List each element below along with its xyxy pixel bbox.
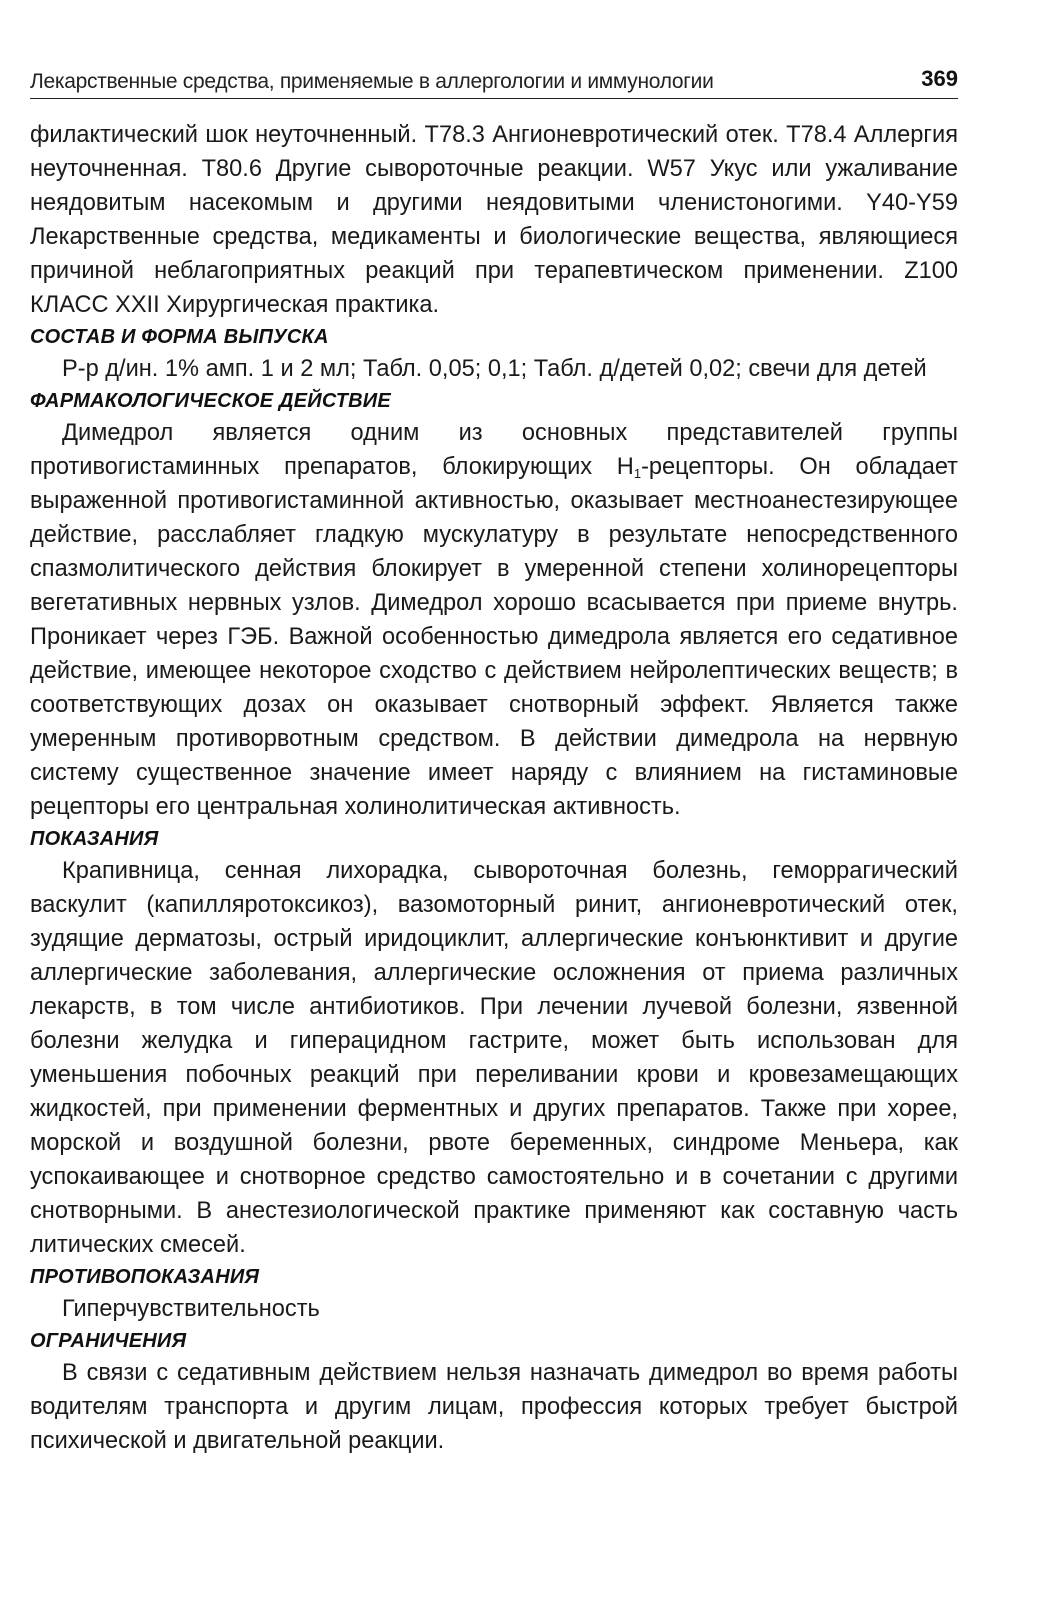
contraindications-heading: ПРОТИВОПОКАЗАНИЯ <box>30 1266 260 1288</box>
page-number: 369 <box>921 66 958 91</box>
intro-paragraph: филактический шок неуточненный. T78.3 Ангионевротический отек. T78.4 Аллергия неуточненная. T80.6 Другие сывороточные реакции. W57 Укус или ужаливание неядовитым насекомым и другими неядовитыми членистоногими. Y40-Y59 Лекарственные средства, медикаменты и биологические вещества, являющиеся причиной неблагоприятных реакций при терапевтическом применении. Z100 КЛАСС XXII Хирургическая практика. <box>30 122 958 318</box>
pharmacology-text-end: -рецепторы. Он обладает выраженной противогистаминной активностью, оказывает местноанестезирующее действие, расслабляет гладкую мускулатуру в результате непосредственного спазмолитического действия блокирует в умеренной степени холинорецепторы вегетативных нервных узлов. Димедрол хорошо всасывается при приеме внутрь. Проникает через ГЭБ. Важной особенностью димедрола является его седативное действие, имеющее некоторое сходство с действием нейролептических веществ; в соответствующих дозах он оказывает снотворный эффект. Является также умеренным противорвотным средством. В действии димедрола на нервную систему существенное значение имеет наряду с влиянием на гистаминовые рецепторы его центральная холинолитическая активность. <box>30 454 958 820</box>
contraindications-paragraph: Гиперчувствительность <box>62 1296 320 1322</box>
composition-paragraph: Р-р д/ин. 1% амп. 1 и 2 мл; Табл. 0,05; 0,1; Табл. д/детей 0,02; свечи для детей <box>62 356 927 382</box>
h1-subscript: 1 <box>633 466 642 481</box>
restrictions-heading: ОГРАНИЧЕНИЯ <box>30 1330 187 1352</box>
running-header <box>30 58 958 99</box>
indications-paragraph: Крапивница, сенная лихорадка, сывороточная болезнь, геморрагический васкулит (капилляротоксикоз), вазомоторный ринит, ангионевротический отек, зудящие дерматозы, острый иридоциклит, аллергические конъюнктивит и другие аллергические заболевания, аллергические осложнения от приема различных лекарств, в том числе антибиотиков. При лечении лучевой болезни, язвенной болезни желудка и гиперацидном гастрите, может быть использован для уменьшения побочных реакций при переливании крови и кровезамещающих жидкостей, при применении ферментных и других препаратов. Также при хорее, морской и воздушной болезни, рвоте беременных, синдроме Меньера, как успокаивающее и снотворное средство самостоятельно и в сочетании с другими снотворными. В анестезиологической практике применяют как составную часть литических смесей. <box>30 858 958 1258</box>
page-body <box>30 118 958 1458</box>
running-title: Лекарственные средства, применяемые в аллергологии и иммунологии <box>30 70 714 93</box>
indications-heading: ПОКАЗАНИЯ <box>30 828 159 850</box>
composition-heading: СОСТАВ И ФОРМА ВЫПУСКА <box>30 326 329 348</box>
pharmacology-text-start: Димедрол является одним из основных представителей группы противогистаминных препаратов, блокирующих Н <box>30 420 958 480</box>
pharmacology-paragraph <box>30 416 958 824</box>
pharmacology-heading: ФАРМАКОЛОГИЧЕСКОЕ ДЕЙСТВИЕ <box>30 390 391 412</box>
restrictions-paragraph: В связи с седативным действием нельзя назначать димедрол во время работы водителям транспорта и другим лицам, профессия которых требует быстрой психической и двигательной реакции. <box>30 1360 958 1454</box>
